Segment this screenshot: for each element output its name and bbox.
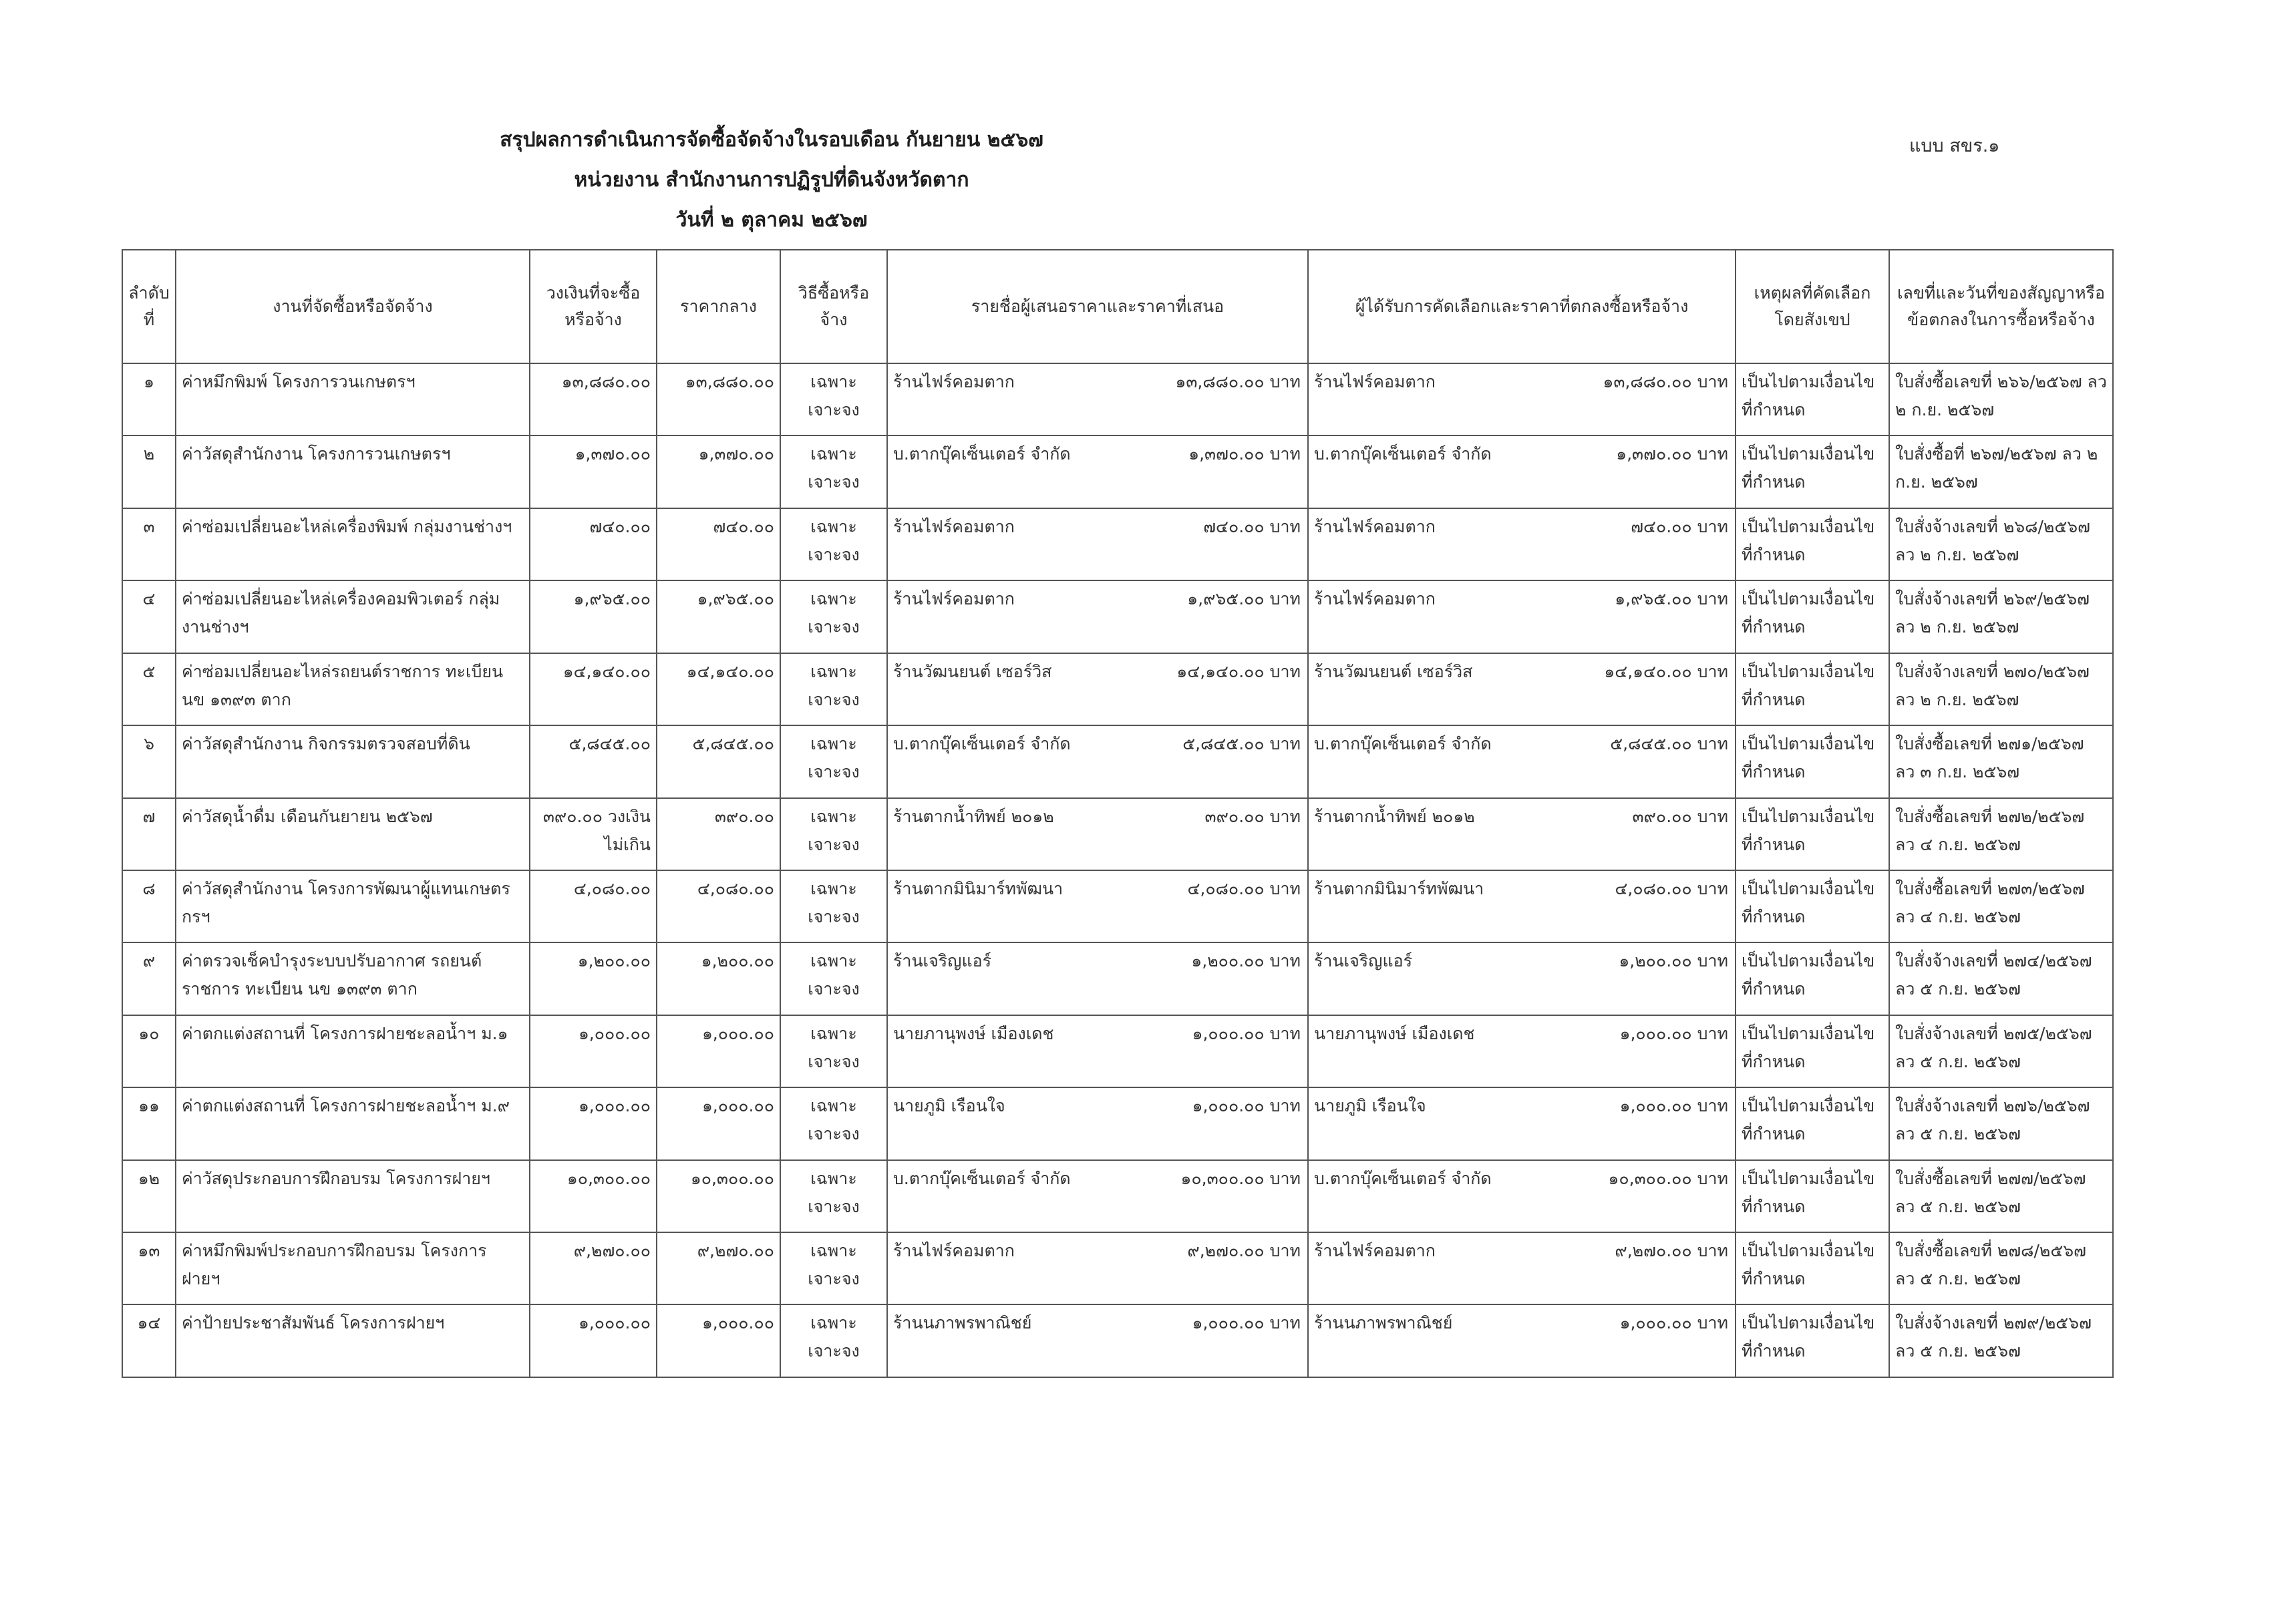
selected-vendor-name: ร้านไฟร์คอมตาก [1314,589,1436,609]
contract-reference: ใบสั่งจ้างเลขที่ ๒๖๘/๒๕๖๗ ลว ๒ ก.ย. ๒๕๖๗ [1889,508,2113,580]
selected-vendor [1308,1160,1736,1232]
bidder [887,580,1308,653]
selection-reason: เป็นไปตามเงื่อนไขที่กำหนด [1736,1087,1889,1159]
contract-reference: ใบสั่งจ้างเลขที่ ๒๗๐/๒๕๖๗ ลว ๒ ก.ย. ๒๕๖๗ [1889,653,2113,725]
table-row [122,1304,2113,1377]
selected-vendor-amount: ๗๔๐.๐๐ บาท [1631,516,1728,536]
selected-vendor-amount: ๑๐,๓๐๐.๐๐ บาท [1608,1168,1728,1188]
header-winner: ผู้ได้รับการคัดเลือกและราคาที่ตกลงซื้อหรือจ้าง [1308,250,1736,363]
header-no: ลำดับที่ [122,250,176,363]
selected-vendor-name: ร้านไฟร์คอมตาก [1314,372,1436,391]
selected-vendor [1308,653,1736,725]
header-work: งานที่จัดซื้อหรือจัดจ้าง [176,250,530,363]
bidder [887,653,1308,725]
table-row [122,580,2113,653]
row-number: ๑๒ [122,1160,176,1232]
bidder-name: ร้านนภาพรพาณิชย์ [893,1313,1032,1333]
row-number: ๑ [122,363,176,435]
table-row [122,1160,2113,1232]
row-number: ๗ [122,798,176,870]
selected-vendor-amount: ๑,๐๐๐.๐๐ บาท [1619,1096,1728,1116]
table-row [122,1232,2113,1304]
table-row [122,363,2113,435]
procurement-method: เฉพาะเจาะจง [780,653,887,725]
row-number: ๓ [122,508,176,580]
work-item: ค่าวัสดุน้ำดื่ม เดือนกันยายน ๒๕๖๗ [176,798,530,870]
table-row [122,435,2113,508]
selected-vendor-amount: ๕,๘๔๕.๐๐ บาท [1610,734,1728,754]
bidder-amount: ๕,๘๔๕.๐๐ บาท [1182,734,1301,754]
median-price: ๑,๐๐๐.๐๐ [657,1304,780,1377]
budget-amount: ๑๓,๘๘๐.๐๐ [530,363,657,435]
row-number: ๑๐ [122,1015,176,1087]
median-price: ๗๔๐.๐๐ [657,508,780,580]
selected-vendor [1308,798,1736,870]
selected-vendor [1308,942,1736,1015]
selection-reason: เป็นไปตามเงื่อนไขที่กำหนด [1736,1304,1889,1377]
header-budget: วงเงินที่จะซื้อหรือจ้าง [530,250,657,363]
table-row [122,1015,2113,1087]
selected-vendor-name: นายภานุพงษ์ เมืองเดช [1314,1023,1475,1043]
selected-vendor-name: บ.ตากบุ๊คเซ็นเตอร์ จำกัด [1314,734,1492,754]
header-method: วิธีซื้อหรือจ้าง [780,250,887,363]
work-item: ค่าซ่อมเปลี่ยนอะไหล่รถยนต์ราชการ ทะเบียน นข ๑๓๙๓ ตาก [176,653,530,725]
document-header [0,124,1543,244]
median-price: ๔,๐๘๐.๐๐ [657,870,780,942]
budget-amount: ๑,๒๐๐.๐๐ [530,942,657,1015]
selection-reason: เป็นไปตามเงื่อนไขที่กำหนด [1736,435,1889,508]
row-number: ๒ [122,435,176,508]
selected-vendor-name: นายภูมิ เรือนใจ [1314,1096,1426,1116]
row-number: ๙ [122,942,176,1015]
table-row [122,798,2113,870]
bidder-name: ร้านเจริญแอร์ [893,951,992,971]
bidder-amount: ๗๔๐.๐๐ บาท [1203,516,1301,536]
budget-amount: ๑,๓๗๐.๐๐ [530,435,657,508]
bidder [887,1015,1308,1087]
contract-reference: ใบสั่งซื้อเลขที่ ๒๗๘/๒๕๖๗ ลว ๕ ก.ย. ๒๕๖๗ [1889,1232,2113,1304]
selection-reason: เป็นไปตามเงื่อนไขที่กำหนด [1736,1015,1889,1087]
budget-amount: ๑๐,๓๐๐.๐๐ [530,1160,657,1232]
work-item: ค่าหมึกพิมพ์ประกอบการฝึกอบรม โครงการฝายฯ [176,1232,530,1304]
bidder-name: ร้านไฟร์คอมตาก [893,372,1015,391]
bidder [887,1304,1308,1377]
bidder-name: ร้านตากมินิมาร์ทพัฒนา [893,878,1063,898]
row-number: ๑๔ [122,1304,176,1377]
bidder-name: นายภูมิ เรือนใจ [893,1096,1005,1116]
bidder-amount: ๑๔,๑๔๐.๐๐ บาท [1176,661,1301,681]
table-body [122,363,2113,1377]
row-number: ๖ [122,725,176,797]
work-item: ค่าวัสดุสำนักงาน โครงการพัฒนาผู้แทนเกษตรกรฯ [176,870,530,942]
bidder-amount: ๑๐,๓๐๐.๐๐ บาท [1180,1168,1301,1188]
selection-reason: เป็นไปตามเงื่อนไขที่กำหนด [1736,942,1889,1015]
median-price: ๑๐,๓๐๐.๐๐ [657,1160,780,1232]
work-item: ค่าซ่อมเปลี่ยนอะไหล่เครื่องคอมพิวเตอร์ กลุ่มงานช่างฯ [176,580,530,653]
selected-vendor [1308,363,1736,435]
work-item: ค่าหมึกพิมพ์ โครงการวนเกษตรฯ [176,363,530,435]
row-number: ๔ [122,580,176,653]
table-row [122,942,2113,1015]
table-row [122,508,2113,580]
bidder-name: บ.ตากบุ๊คเซ็นเตอร์ จำกัด [893,734,1071,754]
contract-reference: ใบสั่งซื้อเลขที่ ๒๗๗/๒๕๖๗ ลว ๕ ก.ย. ๒๕๖๗ [1889,1160,2113,1232]
selected-vendor-name: ร้านนภาพรพาณิชย์ [1314,1313,1453,1333]
median-price: ๑๔,๑๔๐.๐๐ [657,653,780,725]
procurement-method: เฉพาะเจาะจง [780,363,887,435]
header-reason: เหตุผลที่คัดเลือกโดยสังเขป [1736,250,1889,363]
selection-reason: เป็นไปตามเงื่อนไขที่กำหนด [1736,870,1889,942]
selected-vendor [1308,1015,1736,1087]
contract-reference: ใบสั่งซื้อเลขที่ ๒๗๓/๒๕๖๗ ลว ๔ ก.ย. ๒๕๖๗ [1889,870,2113,942]
bidder [887,942,1308,1015]
row-number: ๑๑ [122,1087,176,1159]
contract-reference: ใบสั่งจ้างเลขที่ ๒๗๔/๒๕๖๗ ลว ๕ ก.ย. ๒๕๖๗ [1889,942,2113,1015]
bidder [887,508,1308,580]
budget-amount: ๑,๐๐๐.๐๐ [530,1087,657,1159]
bidder-name: ร้านวัฒนยนต์ เซอร์วิส [893,661,1052,681]
procurement-method: เฉพาะเจาะจง [780,435,887,508]
selected-vendor-amount: ๑๔,๑๔๐.๐๐ บาท [1604,661,1728,681]
selected-vendor [1308,580,1736,653]
selected-vendor [1308,1304,1736,1377]
bidder [887,1087,1308,1159]
median-price: ๑,๐๐๐.๐๐ [657,1015,780,1087]
bidder-name: ร้านตากน้ำทิพย์ ๒๐๑๒ [893,806,1054,826]
bidder-amount: ๑,๒๐๐.๐๐ บาท [1191,951,1301,971]
selected-vendor [1308,870,1736,942]
contract-reference: ใบสั่งซื้อเลขที่ ๒๗๑/๒๕๖๗ ลว ๓ ก.ย. ๒๕๖๗ [1889,725,2113,797]
contract-reference: ใบสั่งจ้างเลขที่ ๒๗๕/๒๕๖๗ ลว ๕ ก.ย. ๒๕๖๗ [1889,1015,2113,1087]
work-item: ค่าตกแต่งสถานที่ โครงการฝายชะลอน้ำฯ ม.๑ [176,1015,530,1087]
selected-vendor-name: ร้านวัฒนยนต์ เซอร์วิส [1314,661,1473,681]
median-price: ๑,๙๖๕.๐๐ [657,580,780,653]
table-row [122,725,2113,797]
procurement-method: เฉพาะเจาะจง [780,1304,887,1377]
work-item: ค่าซ่อมเปลี่ยนอะไหล่เครื่องพิมพ์ กลุ่มงานช่างฯ [176,508,530,580]
contract-reference: ใบสั่งซื้อเลขที่ ๒๗๒/๒๕๖๗ ลว ๔ ก.ย. ๒๕๖๗ [1889,798,2113,870]
procurement-method: เฉพาะเจาะจง [780,1015,887,1087]
median-price: ๑๓,๘๘๐.๐๐ [657,363,780,435]
bidder-name: บ.ตากบุ๊คเซ็นเตอร์ จำกัด [893,1168,1071,1188]
procurement-table [122,249,2114,1378]
median-price: ๙,๒๗๐.๐๐ [657,1232,780,1304]
bidder-amount: ๑,๐๐๐.๐๐ บาท [1192,1096,1301,1116]
selection-reason: เป็นไปตามเงื่อนไขที่กำหนด [1736,798,1889,870]
contract-reference: ใบสั่งจ้างเลขที่ ๒๗๙/๒๕๖๗ ลว ๕ ก.ย. ๒๕๖๗ [1889,1304,2113,1377]
selected-vendor-amount: ๑๓,๘๘๐.๐๐ บาท [1603,372,1728,391]
selection-reason: เป็นไปตามเงื่อนไขที่กำหนด [1736,363,1889,435]
bidder-name: ร้านไฟร์คอมตาก [893,1241,1015,1261]
bidder-amount: ๔,๐๘๐.๐๐ บาท [1187,878,1301,898]
procurement-method: เฉพาะเจาะจง [780,1232,887,1304]
work-item: ค่าตกแต่งสถานที่ โครงการฝายชะลอน้ำฯ ม.๙ [176,1087,530,1159]
agency-line: หน่วยงาน สำนักงานการปฏิรูปที่ดินจังหวัดตาก [574,168,969,192]
selected-vendor-name: บ.ตากบุ๊คเซ็นเตอร์ จำกัด [1314,444,1492,464]
bidder-name: นายภานุพงษ์ เมืองเดช [893,1023,1054,1043]
selected-vendor-name: ร้านไฟร์คอมตาก [1314,516,1436,536]
form-code: แบบ สขร.๑ [1909,136,2000,156]
report-title: สรุปผลการดำเนินการจัดซื้อจัดจ้างในรอบเดือน กันยายน ๒๕๖๗ [500,128,1043,152]
bidder-name: ร้านไฟร์คอมตาก [893,589,1015,609]
work-item: ค่าป้ายประชาสัมพันธ์ โครงการฝายฯ [176,1304,530,1377]
procurement-method: เฉพาะเจาะจง [780,508,887,580]
table-row [122,1087,2113,1159]
header-median-price: ราคากลาง [657,250,780,363]
selected-vendor [1308,435,1736,508]
contract-reference: ใบสั่งซื้อเลขที่ ๒๖๖/๒๕๖๗ ลว ๒ ก.ย. ๒๕๖๗ [1889,363,2113,435]
header-contract: เลขที่และวันที่ของสัญญาหรือข้อตกลงในการซื้อหรือจ้าง [1889,250,2113,363]
median-price: ๑,๐๐๐.๐๐ [657,1087,780,1159]
budget-amount: ๗๔๐.๐๐ [530,508,657,580]
bidder [887,870,1308,942]
median-price: ๑,๒๐๐.๐๐ [657,942,780,1015]
selection-reason: เป็นไปตามเงื่อนไขที่กำหนด [1736,725,1889,797]
selected-vendor [1308,725,1736,797]
selected-vendor-name: ร้านไฟร์คอมตาก [1314,1241,1436,1261]
selected-vendor-amount: ๑,๓๗๐.๐๐ บาท [1616,444,1728,464]
selected-vendor [1308,1232,1736,1304]
row-number: ๕ [122,653,176,725]
procurement-method: เฉพาะเจาะจง [780,1087,887,1159]
selected-vendor-amount: ๑,๒๐๐.๐๐ บาท [1619,951,1728,971]
procurement-method: เฉพาะเจาะจง [780,798,887,870]
bidder-name: บ.ตากบุ๊คเซ็นเตอร์ จำกัด [893,444,1071,464]
budget-amount: ๕,๘๔๕.๐๐ [530,725,657,797]
bidder [887,1160,1308,1232]
budget-amount: ๑๔,๑๔๐.๐๐ [530,653,657,725]
budget-amount: ๑,๐๐๐.๐๐ [530,1304,657,1377]
procurement-method: เฉพาะเจาะจง [780,942,887,1015]
budget-amount: ๓๙๐.๐๐ วงเงินไม่เกิน [530,798,657,870]
bidder [887,363,1308,435]
bidder-amount: ๙,๒๗๐.๐๐ บาท [1187,1241,1301,1261]
procurement-method: เฉพาะเจาะจง [780,1160,887,1232]
bidder [887,725,1308,797]
bidder-amount: ๑,๙๖๕.๐๐ บาท [1187,589,1301,609]
selected-vendor-name: ร้านตากน้ำทิพย์ ๒๐๑๒ [1314,806,1475,826]
selection-reason: เป็นไปตามเงื่อนไขที่กำหนด [1736,1232,1889,1304]
row-number: ๘ [122,870,176,942]
bidder [887,435,1308,508]
contract-reference: ใบสั่งจ้างเลขที่ ๒๗๖/๒๕๖๗ ลว ๕ ก.ย. ๒๕๖๗ [1889,1087,2113,1159]
bidder-amount: ๑๓,๘๘๐.๐๐ บาท [1175,372,1301,391]
work-item: ค่าตรวจเช็คบำรุงระบบปรับอากาศ รถยนต์ราชการ ทะเบียน นข ๑๓๙๓ ตาก [176,942,530,1015]
bidder [887,1232,1308,1304]
table-header-row [122,250,2113,363]
selected-vendor-amount: ๓๙๐.๐๐ บาท [1632,806,1728,826]
report-date: วันที่ ๒ ตุลาคม ๒๕๖๗ [675,208,868,232]
budget-amount: ๑,๙๖๕.๐๐ [530,580,657,653]
bidder-name: ร้านไฟร์คอมตาก [893,516,1015,536]
median-price: ๑,๓๗๐.๐๐ [657,435,780,508]
bidder-amount: ๓๙๐.๐๐ บาท [1204,806,1301,826]
header-bidders: รายชื่อผู้เสนอราคาและราคาที่เสนอ [887,250,1308,363]
work-item: ค่าวัสดุสำนักงาน กิจกรรมตรวจสอบที่ดิน [176,725,530,797]
selection-reason: เป็นไปตามเงื่อนไขที่กำหนด [1736,1160,1889,1232]
selected-vendor-amount: ๔,๐๘๐.๐๐ บาท [1615,878,1728,898]
median-price: ๓๙๐.๐๐ [657,798,780,870]
selection-reason: เป็นไปตามเงื่อนไขที่กำหนด [1736,653,1889,725]
selected-vendor-amount: ๙,๒๗๐.๐๐ บาท [1615,1241,1728,1261]
selected-vendor [1308,508,1736,580]
selected-vendor-name: บ.ตากบุ๊คเซ็นเตอร์ จำกัด [1314,1168,1492,1188]
selected-vendor [1308,1087,1736,1159]
budget-amount: ๙,๒๗๐.๐๐ [530,1232,657,1304]
selected-vendor-amount: ๑,๐๐๐.๐๐ บาท [1619,1313,1728,1333]
bidder [887,798,1308,870]
procurement-method: เฉพาะเจาะจง [780,580,887,653]
median-price: ๕,๘๔๕.๐๐ [657,725,780,797]
table-row [122,870,2113,942]
bidder-amount: ๑,๓๗๐.๐๐ บาท [1188,444,1301,464]
bidder-amount: ๑,๐๐๐.๐๐ บาท [1192,1023,1301,1043]
budget-amount: ๑,๐๐๐.๐๐ [530,1015,657,1087]
budget-amount: ๔,๐๘๐.๐๐ [530,870,657,942]
row-number: ๑๓ [122,1232,176,1304]
selected-vendor-name: ร้านเจริญแอร์ [1314,951,1413,971]
work-item: ค่าวัสดุสำนักงาน โครงการวนเกษตรฯ [176,435,530,508]
procurement-method: เฉพาะเจาะจง [780,870,887,942]
bidder-amount: ๑,๐๐๐.๐๐ บาท [1192,1313,1301,1333]
work-item: ค่าวัสดุประกอบการฝึกอบรม โครงการฝายฯ [176,1160,530,1232]
selected-vendor-name: ร้านตากมินิมาร์ทพัฒนา [1314,878,1484,898]
selected-vendor-amount: ๑,๐๐๐.๐๐ บาท [1619,1023,1728,1043]
selection-reason: เป็นไปตามเงื่อนไขที่กำหนด [1736,580,1889,653]
selection-reason: เป็นไปตามเงื่อนไขที่กำหนด [1736,508,1889,580]
contract-reference: ใบสั่งจ้างเลขที่ ๒๖๙/๒๕๖๗ ลว ๒ ก.ย. ๒๕๖๗ [1889,580,2113,653]
table-row [122,653,2113,725]
selected-vendor-amount: ๑,๙๖๕.๐๐ บาท [1615,589,1728,609]
contract-reference: ใบสั่งซื้อที่ ๒๖๗/๒๕๖๗ ลว ๒ ก.ย. ๒๕๖๗ [1889,435,2113,508]
procurement-method: เฉพาะเจาะจง [780,725,887,797]
